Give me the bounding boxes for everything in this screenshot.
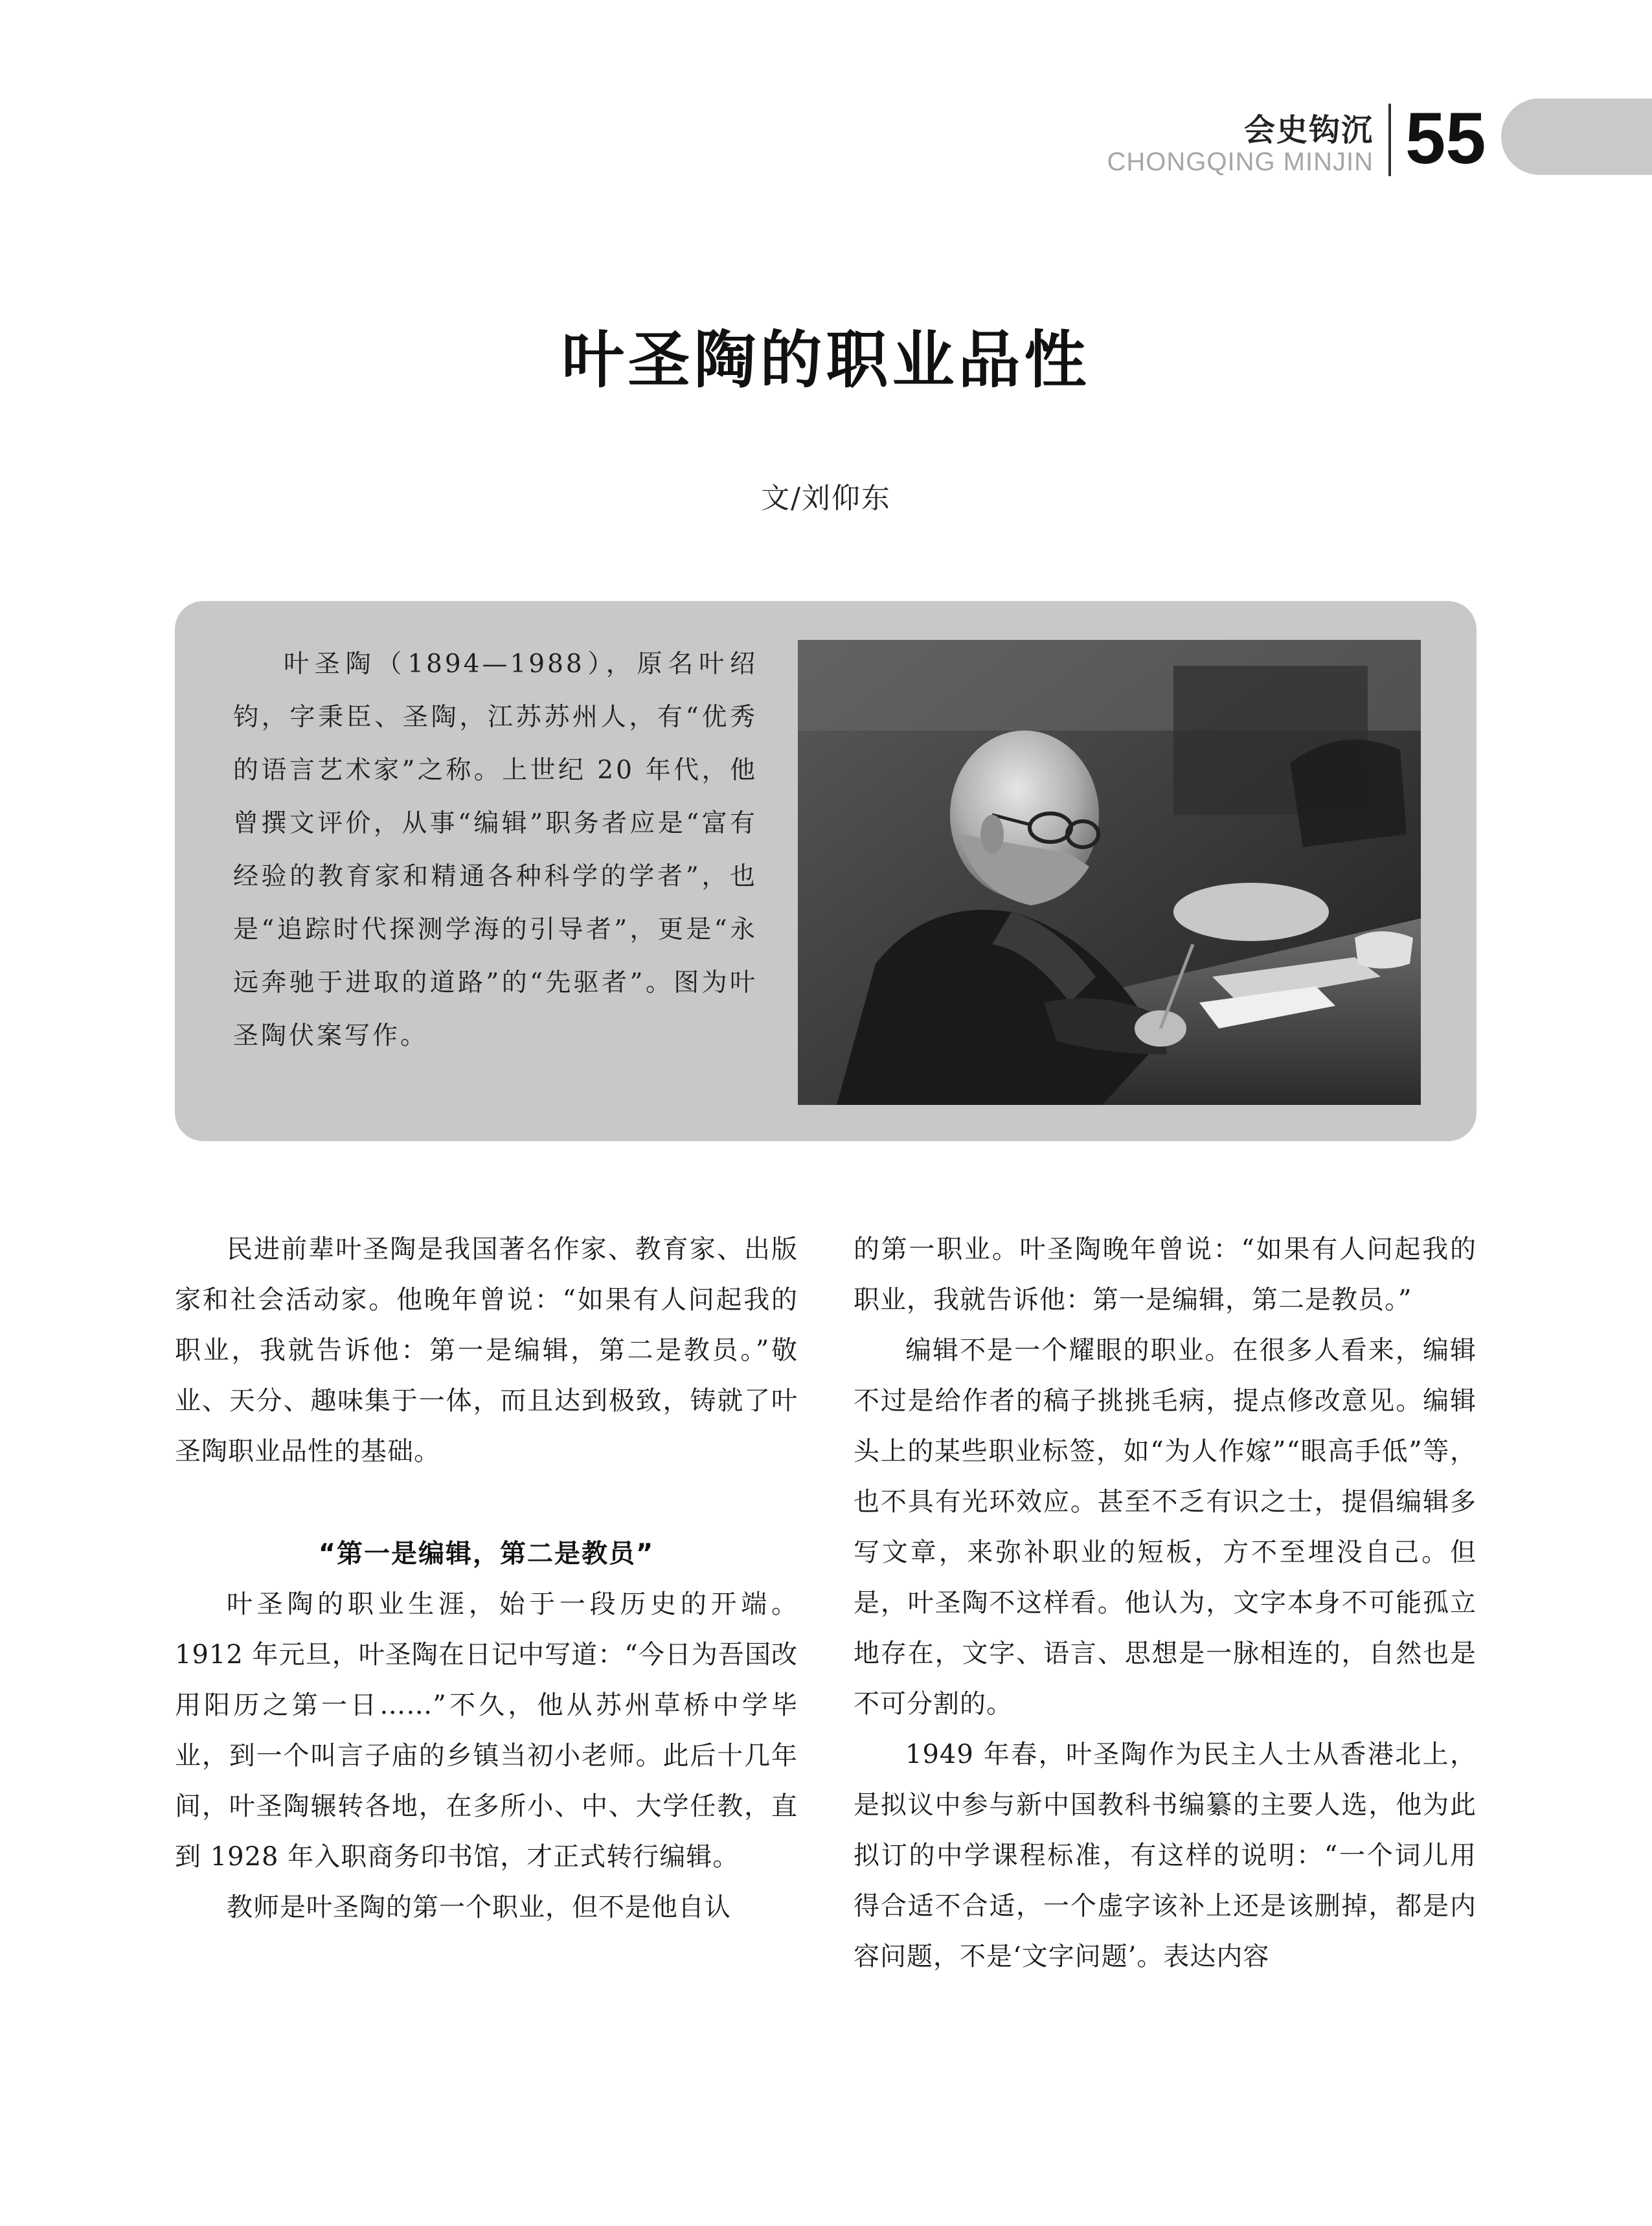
paragraph: 的第一职业。叶圣陶晚年曾说：“如果有人问起我的职业，我就告诉他：第一是编辑，第二是教员。”	[854, 1234, 1477, 1315]
section-heading: “第一是编辑，第二是教员”	[318, 1539, 655, 1569]
paragraph: 1949 年春，叶圣陶作为民主人士从香港北上，是拟议中参与新中国教科书编纂的主要人选，他为此拟订的中学课程标准，有这样的说明：“一个词儿用得合适不合适，一个虚字该补上还是该删掉，都是内容问题，不是‘文字问题’。表达内容	[854, 1740, 1477, 1971]
page-tab-decoration	[1501, 98, 1652, 175]
article-title: 叶圣陶的职业品性	[561, 324, 1091, 396]
body-column-right	[854, 1224, 1477, 1982]
paragraph: 编辑不是一个耀眼的职业。在很多人看来，编辑不过是给作者的稿子挑挑毛病，提点修改意见。编辑头上的某些职业标签，如“为人作嫁”“眼高手低”等，也不具有光环效应。甚至不乏有识之士，提倡编辑多写文章，来弥补职业的短板，方不至埋没自己。但是，叶圣陶不这样看。他认为，文字本身不可能孤立地存在，文字、语言、思想是一脉相连的，自然也是不可分割的。	[854, 1335, 1477, 1719]
paragraph: 教师是叶圣陶的第一个职业，但不是他自认	[227, 1892, 731, 1922]
photo-writing	[798, 640, 1421, 1105]
section-subtitle: CHONGQING MINJIN	[1107, 148, 1374, 176]
intro-text: 叶圣陶（1894—1988），原名叶绍钧，字秉臣、圣陶，江苏苏州人，有“优秀的语言艺术家”之称。上世纪 20 年代，他曾撰文评价，从事“编辑”职务者应是“富有经验的教育家和精通各种科学的学者”，也是“追踪时代探测学海的引导者”，更是“永远奔驰于进取的道路”的“先驱者”。图为叶圣陶伏案写作。	[233, 650, 758, 1051]
paragraph: 民进前辈叶圣陶是我国著名作家、教育家、出版家和社会活动家。他晚年曾说：“如果有人问起我的职业，我就告诉他：第一是编辑，第二是教员。”敬业、天分、趣味集于一体，而且达到极致，铸就了叶圣陶职业品性的基础。	[175, 1234, 798, 1466]
header-divider	[1388, 104, 1391, 176]
section-title: 会史钩沉	[1243, 112, 1374, 148]
paragraph: 叶圣陶的职业生涯，始于一段历史的开端。1912 年元旦，叶圣陶在日记中写道：“今日为吾国改用阳历之第一日……”不久，他从苏州草桥中学毕业，到一个叫言子庙的乡镇当初小老师。此后十几年间，叶圣陶辗转各地，在多所小、中、大学任教，直到 1928 年入职商务印书馆，才正式转行编辑。	[175, 1589, 798, 1872]
body-column-left	[175, 1224, 798, 1933]
article-byline: 文/刘仰东	[761, 482, 891, 515]
page-number: 55	[1405, 98, 1486, 179]
